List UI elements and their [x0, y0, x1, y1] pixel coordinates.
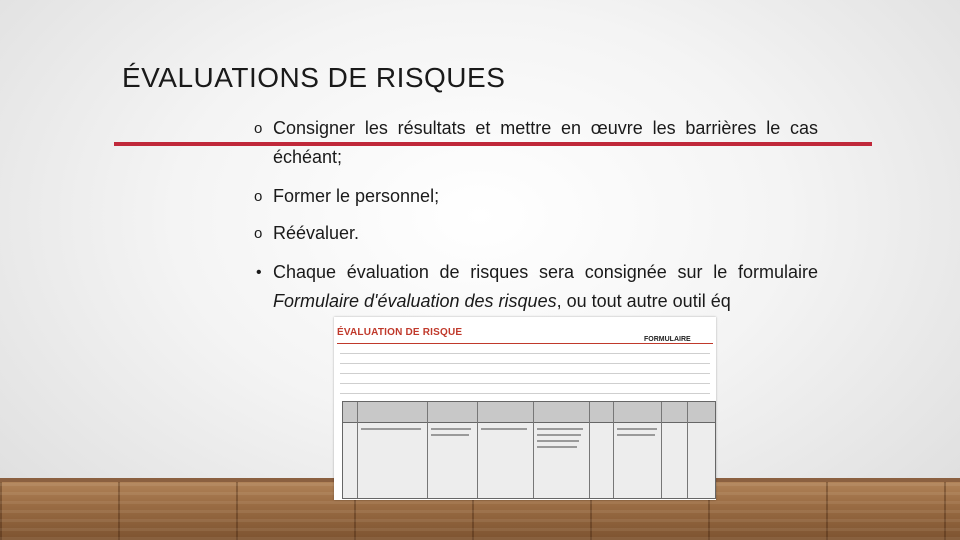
bullet-text-part: , ou tout autre outil éq [556, 291, 731, 311]
table-text-line [431, 428, 471, 430]
table-column-divider [589, 402, 590, 498]
table-text-line [617, 434, 655, 436]
table-column-divider [477, 402, 478, 498]
form-header-divider [337, 343, 713, 344]
form-field-line [340, 393, 710, 394]
form-name-italic: Formulaire d'évaluation des risques [273, 291, 557, 311]
bullet-marker: o [254, 225, 263, 242]
main-bullet-item [254, 258, 818, 316]
bullet-item [254, 114, 818, 172]
form-field-line [340, 383, 710, 384]
form-table [342, 401, 716, 499]
form-field-line [340, 353, 710, 354]
form-field-line [340, 373, 710, 374]
table-text-line [431, 434, 469, 436]
bullet-item [254, 182, 818, 211]
table-text-line [537, 428, 583, 430]
table-column-divider [687, 402, 688, 498]
bullet-text-part: Chaque évaluation de risques sera consignée sur le formulaire [273, 262, 818, 282]
risk-form-screenshot [334, 317, 716, 500]
form-label: FORMULAIRE [644, 336, 691, 343]
table-text-line [537, 446, 577, 448]
table-column-divider [613, 402, 614, 498]
form-table-header [343, 402, 715, 423]
table-text-line [361, 428, 421, 430]
table-column-divider [357, 402, 358, 498]
table-column-divider [427, 402, 428, 498]
bullet-text: Réévaluer. [273, 223, 360, 243]
form-field-line [340, 363, 710, 364]
table-text-line [481, 428, 527, 430]
bullet-text: Consigner les résultats et mettre en œuvre les barrières le cas échéant; [273, 118, 818, 167]
table-column-divider [661, 402, 662, 498]
bullet-marker: o [254, 188, 263, 205]
table-text-line [537, 434, 581, 436]
bullet-marker: o [254, 120, 263, 137]
table-text-line [617, 428, 657, 430]
table-text-line [537, 440, 579, 442]
bullet-item [254, 219, 818, 248]
bullet-marker: • [256, 264, 262, 281]
slide-title: ÉVALUATIONS DE RISQUES [122, 62, 506, 93]
form-title: ÉVALUATION DE RISQUE [337, 327, 463, 338]
table-column-divider [533, 402, 534, 498]
bullet-text: Former le personnel; [273, 186, 440, 206]
